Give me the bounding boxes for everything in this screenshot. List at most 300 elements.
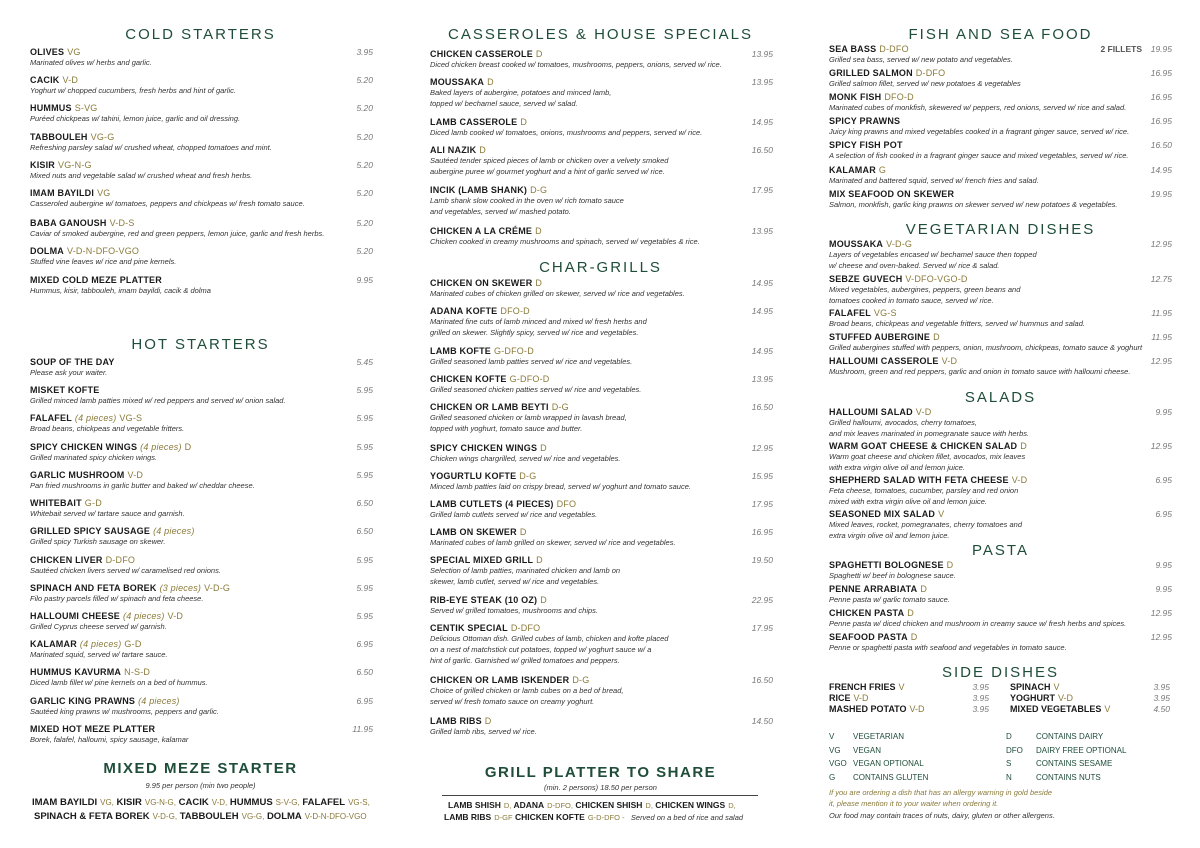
menu-item-name [430, 499, 773, 509]
legend-code: S [1006, 759, 1012, 768]
menu-item-price: 6.95 [356, 639, 373, 649]
menu-item-description: Chicken cooked in creamy mushrooms and spinach, served w/ vegetables & rice. [430, 237, 700, 246]
menu-item-dietary-code: DFO-D [500, 306, 530, 316]
hot-starters-title: HOT STARTERS [131, 336, 270, 353]
menu-item-title: CHICKEN A LA CRÉME [430, 226, 533, 236]
menu-item-price: 5.20 [356, 75, 373, 85]
menu-item-price: 6.50 [356, 667, 373, 677]
menu-item-name [30, 470, 373, 480]
menu-item-name [30, 47, 373, 57]
menu-item-extra: 2 FILLETS [1100, 44, 1142, 54]
meze-dietary-code: VG-G, [241, 812, 265, 821]
menu-item-description: Grilled lamb cutlets served w/ rice and vegetables. [430, 510, 598, 519]
menu-item [829, 92, 1172, 113]
menu-item [829, 189, 1172, 210]
side-dish-name: RICE [829, 693, 851, 703]
menu-item [829, 509, 1172, 541]
menu-item-description: Diced lamb cooked w/ tomatoes, onions, mushrooms and peppers, served w/ rice. [430, 128, 703, 137]
menu-item-price: 5.45 [356, 357, 373, 367]
menu-item-title: CHICKEN ON SKEWER [430, 278, 533, 288]
menu-item-price: 17.95 [751, 623, 773, 633]
menu-item [829, 632, 1172, 653]
menu-item-description: Whitebait served w/ tartare sauce and garnish. [30, 509, 185, 518]
menu-item [430, 443, 773, 464]
menu-item-name [430, 226, 773, 236]
menu-item-title: GRILLED SPICY SAUSAGE [30, 526, 151, 536]
legend-meaning: DAIRY FREE OPTIONAL [1036, 745, 1127, 755]
meze-dish: CACIK [178, 797, 209, 808]
menu-item-description: Puréed chickpeas w/ tahini, lemon juice, garlic and oil dressing. [30, 114, 241, 123]
menu-item-price: 6.95 [356, 696, 373, 706]
menu-item-portion: (4 pieces) [138, 696, 180, 706]
menu-item-title: MIXED COLD MEZE PLATTER [30, 275, 162, 285]
menu-item-description: Mixed leaves, rocket, pomegranates, cherry tomatoes and [829, 520, 1023, 529]
menu-item-title: CHICKEN CASSEROLE [430, 49, 533, 59]
menu-item-title: WHITEBAIT [30, 498, 82, 508]
menu-item-dietary-code: VG-S [119, 413, 143, 423]
menu-item-description: w/ cheese and oven-baked. Served w/ rice & salad. [829, 261, 1000, 270]
menu-item-dietary-code: D [484, 716, 492, 726]
side-dish-dietary-code: V-D [1058, 693, 1074, 703]
menu-item-price: 5.95 [356, 611, 373, 621]
menu-item-title: ADANA KOFTE [430, 306, 498, 316]
menu-item-price: 14.50 [751, 716, 773, 726]
menu-item [430, 471, 773, 492]
menu-item-price: 16.50 [751, 402, 773, 412]
menu-item-title: BABA GANOUSH [30, 218, 107, 228]
menu-item-price: 5.95 [356, 413, 373, 423]
menu-item-title: SHEPHERD SALAD WITH FETA CHEESE [829, 475, 1009, 485]
legend-meaning: VEGETARIAN [853, 732, 904, 741]
menu-item-price: 12.95 [1150, 632, 1172, 642]
platter-dietary-code: D-GF [494, 813, 513, 822]
menu-item-description: hint of garlic. Garnished w/ grilled tomatoes and peppers. [430, 656, 620, 665]
menu-item-description: Lamb shank slow cooked in the oven w/ rich tomato sauce [430, 196, 624, 205]
menu-item-title: MONK FISH [829, 92, 882, 102]
legend-code: DFO [1006, 745, 1023, 755]
menu-item [829, 584, 1172, 605]
menu-item-price: 22.95 [751, 595, 773, 605]
menu-item-name [430, 306, 773, 316]
meze-dish: TABBOULEH [179, 811, 239, 822]
menu-item-name [829, 584, 1172, 594]
menu-item-title: SPICY PRAWNS [829, 116, 901, 126]
menu-item-description: Diced chicken breast cooked w/ tomatoes, mushrooms, peppers, onions, served w/ rice. [430, 60, 722, 69]
menu-item-description: on a nest of matchstick cut potatoes, topped w/ yoghurt sauce w/ a [430, 645, 652, 654]
side-dish-dietary-code: V [1053, 682, 1060, 692]
menu-item-name [30, 132, 373, 142]
menu-item-title: SEAFOOD PASTA [829, 632, 908, 642]
menu-item-title: RIB-EYE STEAK (10 OZ) [430, 595, 538, 605]
side-dish [829, 704, 989, 714]
menu-item [430, 623, 773, 666]
platter-dietary-code: G-D-DFO - [587, 813, 625, 822]
menu-item-title: STUFFED AUBERGINE [829, 332, 931, 342]
allergy-note-line-2: it, please mention it to your waiter when ordering it. [829, 799, 999, 808]
legend-entry [1006, 773, 1101, 782]
menu-item-description: Sautéed king prawns w/ mushrooms, peppers and garlic. [30, 707, 219, 716]
side-dish-name: FRENCH FRIES [829, 682, 896, 692]
menu-item-dietary-code: VG [67, 47, 81, 57]
menu-item-title: CHICKEN KOFTE [430, 374, 507, 384]
menu-item-name [30, 246, 373, 256]
menu-item-dietary-code: D-DFO [879, 44, 909, 54]
menu-item-title: CHICKEN LIVER [30, 555, 103, 565]
menu-item-title: LAMB CUTLETS (4 PIECES) [430, 499, 554, 509]
menu-item-name [30, 188, 373, 198]
menu-item [829, 475, 1172, 507]
menu-item-dietary-code: V-D-S [109, 218, 135, 228]
menu-item [430, 716, 773, 737]
menu-item-title: SPINACH AND FETA BOREK [30, 583, 157, 593]
menu-item-price: 13.95 [751, 226, 773, 236]
menu-item [829, 441, 1172, 473]
menu-item-description: and vegetables, served w/ mashed potato. [430, 207, 571, 216]
menu-item [430, 675, 773, 707]
platter-serving-note: Served on a bed of rice and salad [630, 813, 744, 822]
menu-item-name [829, 308, 1172, 318]
menu-item-description: Marinated cubes of chicken grilled on skewer, served w/ rice and vegetables. [430, 289, 685, 298]
menu-item-dietary-code: D-G [519, 471, 537, 481]
menu-item [430, 555, 773, 587]
menu-item-price: 16.50 [751, 675, 773, 685]
side-dish-dietary-code: V-D [853, 693, 869, 703]
menu-item-description: Diced lamb fillet w/ pine kernels on a bed of hummus. [30, 678, 208, 687]
menu-item-description: Hummus, kisir, tabbouleh, imam bayildi, cacik & dolma [30, 286, 211, 295]
menu-item-description: Marinated cubes of monkfish, skewered w/ peppers, red onions, served w/ rice and salad. [829, 103, 1127, 112]
menu-item [30, 611, 373, 632]
menu-item-name [30, 555, 373, 565]
menu-item-price: 5.20 [356, 246, 373, 256]
menu-item-dietary-code: D-DFO [510, 623, 541, 633]
menu-item-dietary-code: DFO-D [884, 92, 914, 102]
menu-item-description: grilled on skewer. Slightly spicy, served w/ rice and vegetables. [430, 328, 639, 337]
menu-item-price: 17.95 [751, 185, 773, 195]
menu-item-description: Grilled minced lamb patties mixed w/ red peppers and served w/ onion salad. [30, 396, 286, 405]
menu-item-name [430, 77, 773, 87]
menu-item-description: mixed with extra virgin olive oil and lemon juice. [829, 497, 987, 506]
menu-item [430, 278, 773, 299]
menu-item [829, 165, 1172, 186]
menu-item-dietary-code: V-D [127, 470, 144, 480]
menu-item-description: and mix leaves marinated in pomegranate sauce with herbs. [829, 429, 1030, 438]
mixed-meze-title: MIXED MEZE STARTER [103, 760, 298, 777]
casseroles-title: CASSEROLES & HOUSE SPECIALS [448, 26, 753, 43]
side-dish [1010, 693, 1170, 703]
menu-item [30, 188, 373, 209]
menu-item-name [430, 595, 773, 605]
legend-code: VG [829, 745, 841, 755]
menu-item-price: 5.20 [356, 132, 373, 142]
menu-item-description: Sautéed tender spiced pieces of lamb or chicken over a velvety smoked [430, 156, 669, 165]
menu-item-price: 12.95 [1150, 239, 1172, 249]
menu-item [430, 145, 773, 177]
menu-item-title: SPECIAL MIXED GRILL [430, 555, 534, 565]
menu-item-dietary-code: VG-N-G [58, 160, 92, 170]
menu-item-title: TABBOULEH [30, 132, 88, 142]
menu-item-price: 19.95 [1150, 189, 1172, 199]
menu-item-price: 5.20 [356, 103, 373, 113]
menu-item-title: MIXED HOT MEZE PLATTER [30, 724, 156, 734]
menu-item-title: HUMMUS KAVURMA [30, 667, 122, 677]
menu-item-name [430, 402, 773, 412]
menu-item-name [829, 116, 1172, 126]
menu-item [829, 116, 1172, 137]
menu-item-description: Refreshing parsley salad w/ crushed wheat, chopped tomatoes and mint. [30, 143, 272, 152]
side-dish-price: 4.50 [1153, 704, 1170, 714]
menu-item-title: GRILLED SALMON [829, 68, 913, 78]
menu-item [829, 608, 1172, 629]
platter-dish: CHICKEN WINGS [655, 800, 726, 810]
menu-item-title: IMAM BAYILDI [30, 188, 95, 198]
menu-item-dietary-code: G-D [84, 498, 102, 508]
menu-item-dietary-code: D-G [530, 185, 548, 195]
legend-meaning: CONTAINS DAIRY [1036, 732, 1104, 741]
menu-item-price: 13.95 [751, 77, 773, 87]
menu-item [30, 696, 373, 717]
menu-item-title: CENTIK SPECIAL [430, 623, 508, 633]
menu-item [430, 374, 773, 395]
menu-item [829, 68, 1172, 89]
menu-item-price: 14.95 [751, 117, 773, 127]
menu-item-name [430, 443, 773, 453]
menu-item-portion: (4 pieces) [140, 442, 182, 452]
menu-item-price: 19.50 [751, 555, 773, 565]
menu-item-dietary-code: D [910, 632, 918, 642]
menu-item [30, 160, 373, 181]
menu-item-dietary-code: D [920, 584, 928, 594]
menu-item-description: Grilled seasoned chicken patties served w/ rice and vegetables. [430, 385, 642, 394]
menu-item-description: extra virgin olive oil and lemon juice. [829, 531, 950, 540]
platter-dish: LAMB RIBS [444, 812, 492, 822]
meze-dietary-code: VG, [100, 798, 114, 807]
menu-item-description: Grilled sea bass, served w/ new potato and vegetables. [829, 55, 1013, 64]
menu-item-dietary-code: VG [97, 188, 111, 198]
menu-item-dietary-code: V-D-N-DFO-VGO [67, 246, 140, 256]
menu-item [30, 470, 373, 491]
menu-item-dietary-code: D-DFO [915, 68, 946, 78]
menu-item-name [829, 475, 1172, 485]
grill-platter-line-2 [444, 812, 743, 822]
menu-item-price: 3.95 [356, 47, 373, 57]
platter-dietary-code: D, [503, 801, 512, 810]
salads-title: SALADS [964, 389, 1037, 406]
platter-dietary-code: D, [645, 801, 653, 810]
menu-item-price: 14.95 [1150, 165, 1172, 175]
menu-item [30, 218, 373, 239]
menu-item-dietary-code: DFO [556, 499, 577, 509]
legend-entry [1006, 759, 1112, 768]
menu-item-name [829, 608, 1172, 618]
legend-meaning: VEGAN OPTIONAL [853, 759, 924, 768]
menu-item-title: SEASONED MIX SALAD [829, 509, 936, 519]
legend-entry [829, 759, 924, 768]
menu-item-description: Mushroom, green and red peppers, garlic and onion in tomato sauce with halloumi cheese. [829, 367, 1131, 376]
menu-item [430, 499, 773, 520]
menu-item-title: LAMB ON SKEWER [430, 527, 517, 537]
side-dish [1010, 682, 1170, 692]
menu-item-description: Grilled marinated spicy chicken wings. [30, 453, 158, 462]
menu-item-description: Delicious Ottoman dish. Grilled cubes of lamb, chicken and kofte placed [430, 634, 669, 643]
menu-item-price: 5.20 [356, 188, 373, 198]
menu-item-price: 6.95 [1155, 509, 1172, 519]
menu-item [30, 583, 373, 604]
menu-item-description: with extra virgin olive oil and lemon juice. [829, 463, 965, 472]
menu-item-dietary-code: D-G [551, 402, 569, 412]
menu-item-description: Marinated cubes of lamb grilled on skewer, served w/ rice and vegetables. [430, 538, 676, 547]
menu-item-price: 5.95 [356, 385, 373, 395]
menu-item-dietary-code: D [536, 555, 543, 565]
menu-item-name [430, 185, 773, 195]
meze-dish: DOLMA [266, 811, 302, 822]
menu-item-name [30, 413, 373, 423]
platter-dish: ADANA [513, 800, 545, 810]
menu-item-dietary-code: D [519, 527, 527, 537]
menu-item-name [30, 357, 373, 367]
cold-starters-title: COLD STARTERS [125, 26, 276, 43]
menu-item-dietary-code: V-D [167, 611, 184, 621]
menu-item-dietary-code: VG-G [90, 132, 115, 142]
legend-meaning: CONTAINS SESAME [1036, 759, 1113, 768]
legend-code: V [829, 732, 835, 741]
menu-item-name [30, 275, 373, 285]
menu-item-price: 6.95 [1155, 475, 1172, 485]
menu-item-name [829, 356, 1172, 366]
menu-item-dietary-code: D [535, 226, 542, 236]
menu-item [30, 246, 373, 267]
menu-item-dietary-code: V-D-G [204, 583, 231, 593]
menu-item-description: Mixed vegetables, aubergines, peppers, green beans and [829, 285, 1021, 294]
menu-item-dietary-code: D [907, 608, 914, 618]
menu-item-price: 9.95 [1155, 584, 1172, 594]
menu-item-name [829, 274, 1172, 284]
menu-item-description: Grilled spicy Turkish sausage on skewer. [30, 537, 166, 546]
meze-dish: FALAFEL [302, 797, 346, 808]
menu-item-description: A selection of fish cooked in a fragrant ginger sauce and mixed vegetables, served w/ rice. [829, 151, 1129, 160]
menu-item-portion: (4 pieces) [74, 413, 117, 423]
menu-item-title: ALI NAZIK [430, 145, 477, 155]
menu-item-description: Sautéed chicken livers served w/ caramelised red onions. [30, 566, 221, 575]
legend-entry [829, 773, 928, 782]
menu-item-name [430, 117, 773, 127]
legend-code: D [1006, 732, 1012, 741]
menu-item [30, 555, 373, 576]
menu-item [430, 49, 773, 70]
menu-item-description: Borek, falafel, halloumi, spicy sausage, kalamar [30, 735, 189, 744]
menu-item-description: Yoghurt w/ chopped cucumbers, fresh herbs and hint of garlic. [30, 86, 236, 95]
menu-item-title: MOUSSAKA [430, 77, 485, 87]
menu-item-name [30, 526, 373, 536]
mixed-meze-line-1 [32, 797, 370, 808]
menu-item-description: Pan fried mushrooms in garlic butter and baked w/ cheddar cheese. [30, 481, 255, 490]
menu-item-description: Marinated and battered squid, served w/ french fries and salad. [829, 176, 1039, 185]
menu-item-title: CACIK [30, 75, 60, 85]
legend-code: N [1006, 772, 1012, 782]
side-dish-price: 3.95 [972, 704, 989, 714]
menu-item-dietary-code: D [520, 117, 528, 127]
menu-item-name [829, 165, 1172, 175]
menu-item-name [430, 675, 773, 685]
meze-dietary-code: S-V-G, [275, 798, 300, 807]
menu-item-description: Grilled seasoned chicken or lamb wrapped in lavash bread, [430, 413, 627, 422]
menu-item-price: 19.95 [1150, 44, 1172, 54]
menu-item-price: 12.95 [1150, 356, 1172, 366]
menu-item [430, 117, 773, 138]
side-dish-dietary-code: V [898, 682, 905, 692]
menu-item-description: Grilled aubergines stuffed with peppers, onion, mushroom, chickpeas, tomato sauce & yoghurt [829, 343, 1143, 352]
menu-item-description: Chicken wings chargrilled, served w/ rice and vegetables. [430, 454, 621, 463]
menu-item-title: FALAFEL [829, 308, 871, 318]
mixed-meze-price-note: 9.95 per person (min two people) [145, 781, 256, 790]
menu-item-name [30, 160, 373, 170]
menu-item [829, 407, 1172, 439]
menu-item-description: Spaghetti w/ beef in bolognese sauce. [829, 571, 956, 580]
menu-item-price: 11.95 [1151, 332, 1172, 342]
meze-dietary-code: VG-N-G, [144, 798, 176, 807]
menu-item [30, 667, 373, 688]
menu-item-dietary-code: V-D [915, 407, 932, 417]
menu-item [30, 526, 373, 547]
legend-code: G [829, 772, 836, 782]
menu-item-description: aubergine puree w/ gourmet yoghurt and a hint of garlic served w/ rice. [430, 167, 665, 176]
menu-item-portion: (4 pieces) [123, 611, 165, 621]
menu-item [30, 357, 373, 378]
menu-item-title: SPICY FISH POT [829, 140, 903, 150]
grill-platter-price-note: (min. 2 persons) 18.50 per person [544, 783, 657, 792]
menu-item-title: DOLMA [30, 246, 64, 256]
menu-item-name [30, 696, 373, 706]
menu-item-name [430, 527, 773, 537]
legend-meaning: CONTAINS NUTS [1036, 772, 1101, 782]
menu-item-dietary-code: D [946, 560, 954, 570]
menu-item-dietary-code: D [540, 595, 547, 605]
menu-item [30, 724, 373, 745]
fish-title: FISH AND SEA FOOD [908, 26, 1093, 43]
menu-item-price: 14.95 [751, 278, 773, 288]
menu-item-dietary-code: G [878, 165, 887, 175]
menu-item-description: Grilled halloumi, avocados, cherry tomatoes, [829, 418, 977, 427]
menu-item-price: 12.75 [1150, 274, 1172, 284]
meze-dish: HUMMUS [229, 797, 273, 808]
menu-item-name [430, 623, 773, 633]
menu-item-description: Broad beans, chickpeas and vegetable fritters. [30, 424, 185, 433]
menu-item-title: HALLOUMI SALAD [829, 407, 913, 417]
legend-entry [1006, 746, 1126, 755]
menu-item [829, 44, 1172, 65]
menu-item-title: KISIR [30, 160, 56, 170]
menu-item-name [829, 189, 1172, 199]
menu-item-dietary-code: V-D-G [886, 239, 913, 249]
menu-item-description: Choice of grilled chicken or lamb cubes on a bed of bread, [430, 686, 624, 695]
menu-item-title: FALAFEL [30, 413, 72, 423]
menu-item-price: 16.95 [1150, 116, 1172, 126]
vegetarian-title: VEGETARIAN DISHES [905, 221, 1096, 238]
menu-item-description: Minced lamb patties laid on crispy bread, served w/ yoghurt and tomato sauce. [430, 482, 691, 491]
platter-dietary-code: D, [728, 801, 736, 810]
menu-item-price: 11.95 [352, 724, 373, 734]
menu-item-name [829, 68, 1172, 78]
menu-item-title: SEA BASS [829, 44, 877, 54]
menu-item-name [30, 103, 373, 113]
menu-item-dietary-code: D [535, 278, 543, 288]
menu-item-dietary-code: D [487, 77, 494, 87]
menu-item-description: Caviar of smoked aubergine, red and green peppers, lemon juice, garlic and fresh herbs. [30, 229, 325, 238]
menu-item-description: Salmon, monkfish, garlic king prawns on skewer served w/ new potatoes & vegetables. [829, 200, 1118, 209]
menu-item-price: 5.20 [356, 218, 373, 228]
menu-item-title: KALAMAR [30, 639, 77, 649]
side-dish [1010, 704, 1170, 714]
side-dishes-title: SIDE DISHES [941, 664, 1060, 681]
